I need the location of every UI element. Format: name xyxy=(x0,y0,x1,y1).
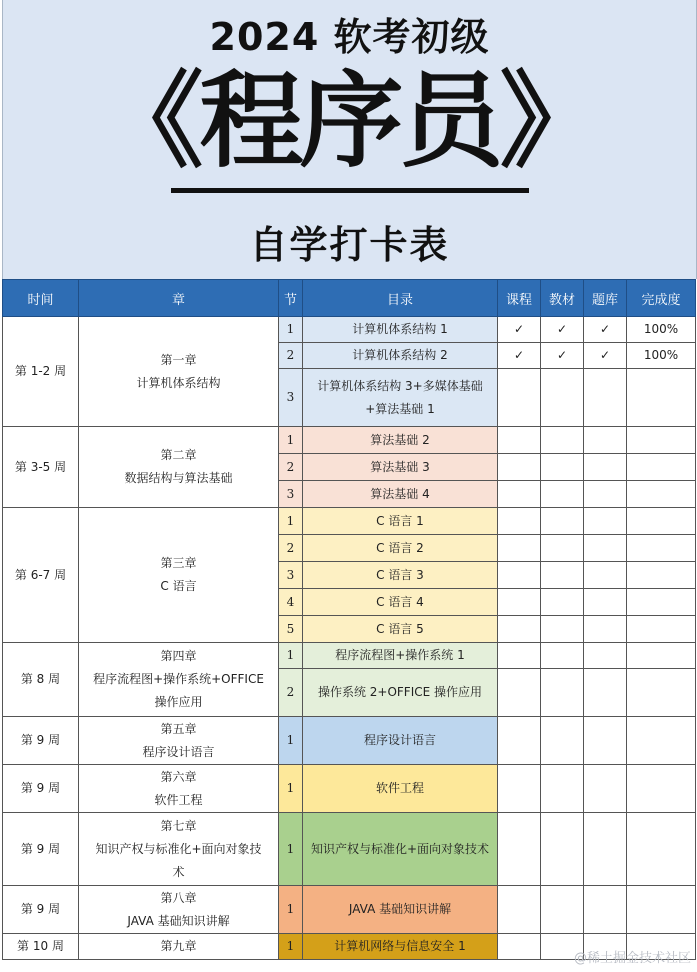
completion-cell xyxy=(627,369,696,427)
section-cell: 1 xyxy=(279,717,303,765)
chapter-line: 第八章 xyxy=(160,890,197,905)
topic-cell: C 语言 3 xyxy=(303,562,498,589)
chapter-line: 第四章 xyxy=(160,649,197,663)
section-cell: 5 xyxy=(279,616,303,643)
table-row xyxy=(3,643,696,669)
question-bank-check-cell xyxy=(584,454,627,481)
question-bank-check-cell xyxy=(584,886,627,934)
course-check-cell xyxy=(498,934,541,960)
chapter-cell xyxy=(79,317,279,427)
chapter-line: 第五章 xyxy=(160,721,197,736)
column-header-time: 时间 xyxy=(3,280,79,317)
completion-cell xyxy=(627,562,696,589)
topic-cell: 程序设计语言 xyxy=(303,717,498,765)
book-check-cell xyxy=(541,765,584,813)
week-cell: 第 1-2 周 xyxy=(3,317,79,427)
completion-cell xyxy=(627,813,696,886)
chapter-cell xyxy=(79,886,279,934)
completion-cell xyxy=(627,535,696,562)
table-row xyxy=(3,717,696,765)
book-check-cell: ✓ xyxy=(541,343,584,369)
question-bank-check-cell xyxy=(584,669,627,717)
week-cell: 第 3-5 周 xyxy=(3,427,79,508)
course-check-cell xyxy=(498,427,541,454)
topic-cell: 计算机网络与信息安全 1 xyxy=(303,934,498,960)
topic-cell: C 语言 4 xyxy=(303,589,498,616)
section-cell: 3 xyxy=(279,562,303,589)
chapter-line: 数据结构与算法基础 xyxy=(124,471,233,485)
course-check-cell xyxy=(498,562,541,589)
book-check-cell xyxy=(541,562,584,589)
book-check-cell xyxy=(541,669,584,717)
topic-cell: JAVA 基础知识讲解 xyxy=(303,886,498,934)
column-header-course: 课程 xyxy=(498,280,541,317)
completion-cell: 100% xyxy=(627,317,696,343)
book-check-cell xyxy=(541,427,584,454)
chapter-line: 操作应用 xyxy=(154,695,203,709)
chapter-line: 第三章 xyxy=(160,556,197,570)
column-header-chapter: 章 xyxy=(79,280,279,317)
section-cell: 1 xyxy=(279,765,303,813)
section-cell: 1 xyxy=(279,886,303,934)
course-check-cell xyxy=(498,535,541,562)
watermark: @稀土掘金技术社区 xyxy=(573,951,691,966)
completion-cell xyxy=(627,616,696,643)
chapter-cell xyxy=(79,427,279,508)
course-check-cell: ✓ xyxy=(498,343,541,369)
book-check-cell xyxy=(541,717,584,765)
course-check-cell xyxy=(498,589,541,616)
section-cell: 4 xyxy=(279,589,303,616)
header-title-underline xyxy=(171,188,529,193)
section-cell: 2 xyxy=(279,669,303,717)
section-cell: 1 xyxy=(279,427,303,454)
course-check-cell xyxy=(498,813,541,886)
section-cell: 2 xyxy=(279,343,303,369)
topic-cell: 算法基础 4 xyxy=(303,481,498,508)
chapter-cell xyxy=(79,717,279,765)
topic-cell: 计算机体系结构 3+多媒体基础 +算法基础 1 xyxy=(303,369,498,427)
topic-cell: 计算机体系结构 1 xyxy=(303,317,498,343)
course-check-cell xyxy=(498,765,541,813)
week-cell: 第 9 周 xyxy=(3,717,79,765)
completion-cell xyxy=(627,669,696,717)
course-check-cell: ✓ xyxy=(498,317,541,343)
chapter-line: 术 xyxy=(172,864,185,879)
course-check-cell xyxy=(498,369,541,427)
chapter-line: 第七章 xyxy=(160,818,197,833)
chapter-line: 第九章 xyxy=(160,939,197,953)
topic-cell: 程序流程图+操作系统 1 xyxy=(303,643,498,669)
completion-cell xyxy=(627,589,696,616)
column-header-book: 教材 xyxy=(541,280,584,317)
chapter-line: 计算机体系结构 xyxy=(136,375,221,390)
book-check-cell xyxy=(541,508,584,535)
topic-cell: C 语言 1 xyxy=(303,508,498,535)
completion-cell xyxy=(627,508,696,535)
week-cell: 第 9 周 xyxy=(3,886,79,934)
topic-cell: 算法基础 3 xyxy=(303,454,498,481)
chapter-line: C 语言 xyxy=(160,579,197,593)
table-header-row xyxy=(3,280,696,317)
book-check-cell xyxy=(541,643,584,669)
week-cell: 第 9 周 xyxy=(3,813,79,886)
question-bank-check-cell xyxy=(584,765,627,813)
table-row xyxy=(3,813,696,886)
table-row xyxy=(3,317,696,343)
topic-cell: 知识产权与标准化+面向对象技术 xyxy=(303,813,498,886)
table-row xyxy=(3,427,696,454)
chapter-line: 知识产权与标准化+面向对象技 xyxy=(95,841,262,856)
book-check-cell xyxy=(541,481,584,508)
topic-cell: 软件工程 xyxy=(303,765,498,813)
question-bank-check-cell xyxy=(584,562,627,589)
column-header-topic: 目录 xyxy=(303,280,498,317)
topic-cell: 算法基础 2 xyxy=(303,427,498,454)
chapter-line: 第一章 xyxy=(160,352,197,367)
course-check-cell xyxy=(498,508,541,535)
course-check-cell xyxy=(498,669,541,717)
completion-cell xyxy=(627,886,696,934)
section-cell: 1 xyxy=(279,934,303,960)
section-cell: 1 xyxy=(279,643,303,669)
question-bank-check-cell: ✓ xyxy=(584,317,627,343)
question-bank-check-cell xyxy=(584,616,627,643)
book-check-cell: ✓ xyxy=(541,317,584,343)
table-row xyxy=(3,765,696,813)
course-check-cell xyxy=(498,481,541,508)
completion-cell xyxy=(627,454,696,481)
chapter-line: JAVA 基础知识讲解 xyxy=(127,913,230,928)
book-check-cell xyxy=(541,454,584,481)
completion-cell xyxy=(627,643,696,669)
page-header xyxy=(2,0,697,279)
question-bank-check-cell: ✓ xyxy=(584,343,627,369)
header-year-line: 2024 软考初级 xyxy=(209,15,490,59)
header-title: 《程序员》 xyxy=(99,60,600,182)
chapter-line: 软件工程 xyxy=(154,792,203,807)
completion-cell xyxy=(627,717,696,765)
course-check-cell xyxy=(498,717,541,765)
question-bank-check-cell xyxy=(584,481,627,508)
question-bank-check-cell xyxy=(584,813,627,886)
course-check-cell xyxy=(498,886,541,934)
column-header-section: 节 xyxy=(279,280,303,317)
book-check-cell xyxy=(541,535,584,562)
chapter-cell xyxy=(79,934,279,960)
completion-cell: 100% xyxy=(627,343,696,369)
section-cell: 3 xyxy=(279,369,303,427)
topic-cell: C 语言 2 xyxy=(303,535,498,562)
chapter-cell xyxy=(79,765,279,813)
book-check-cell xyxy=(541,813,584,886)
column-header-completion: 完成度 xyxy=(627,280,696,317)
chapter-line: 程序流程图+操作系统+OFFICE xyxy=(93,672,264,686)
section-cell: 1 xyxy=(279,508,303,535)
topic-cell: C 语言 5 xyxy=(303,616,498,643)
question-bank-check-cell xyxy=(584,717,627,765)
section-cell: 1 xyxy=(279,317,303,343)
header-subtitle: 自学打卡表 xyxy=(249,223,450,267)
course-check-cell xyxy=(498,454,541,481)
question-bank-check-cell xyxy=(584,643,627,669)
book-check-cell xyxy=(541,589,584,616)
topic-cell: 计算机体系结构 2 xyxy=(303,343,498,369)
book-check-cell xyxy=(541,886,584,934)
question-bank-check-cell xyxy=(584,427,627,454)
topic-cell: 操作系统 2+OFFICE 操作应用 xyxy=(303,669,498,717)
chapter-cell xyxy=(79,643,279,717)
course-check-cell xyxy=(498,643,541,669)
section-cell: 3 xyxy=(279,481,303,508)
week-cell: 第 6-7 周 xyxy=(3,508,79,643)
table-row xyxy=(3,886,696,934)
chapter-cell xyxy=(79,508,279,643)
question-bank-check-cell xyxy=(584,369,627,427)
section-cell: 2 xyxy=(279,535,303,562)
chapter-cell xyxy=(79,813,279,886)
table-row xyxy=(3,508,696,535)
completion-cell xyxy=(627,481,696,508)
book-check-cell xyxy=(541,616,584,643)
week-cell: 第 8 周 xyxy=(3,643,79,717)
completion-cell xyxy=(627,427,696,454)
course-check-cell xyxy=(498,616,541,643)
week-cell: 第 9 周 xyxy=(3,765,79,813)
week-cell: 第 10 周 xyxy=(3,934,79,960)
section-cell: 1 xyxy=(279,813,303,886)
column-header-question-bank: 题库 xyxy=(584,280,627,317)
book-check-cell xyxy=(541,369,584,427)
question-bank-check-cell xyxy=(584,535,627,562)
question-bank-check-cell xyxy=(584,589,627,616)
chapter-line: 第二章 xyxy=(160,448,197,462)
completion-cell xyxy=(627,765,696,813)
chapter-line: 程序设计语言 xyxy=(142,744,215,759)
chapter-line: 第六章 xyxy=(160,769,197,784)
section-cell: 2 xyxy=(279,454,303,481)
study-checklist-table xyxy=(2,279,696,960)
question-bank-check-cell xyxy=(584,508,627,535)
